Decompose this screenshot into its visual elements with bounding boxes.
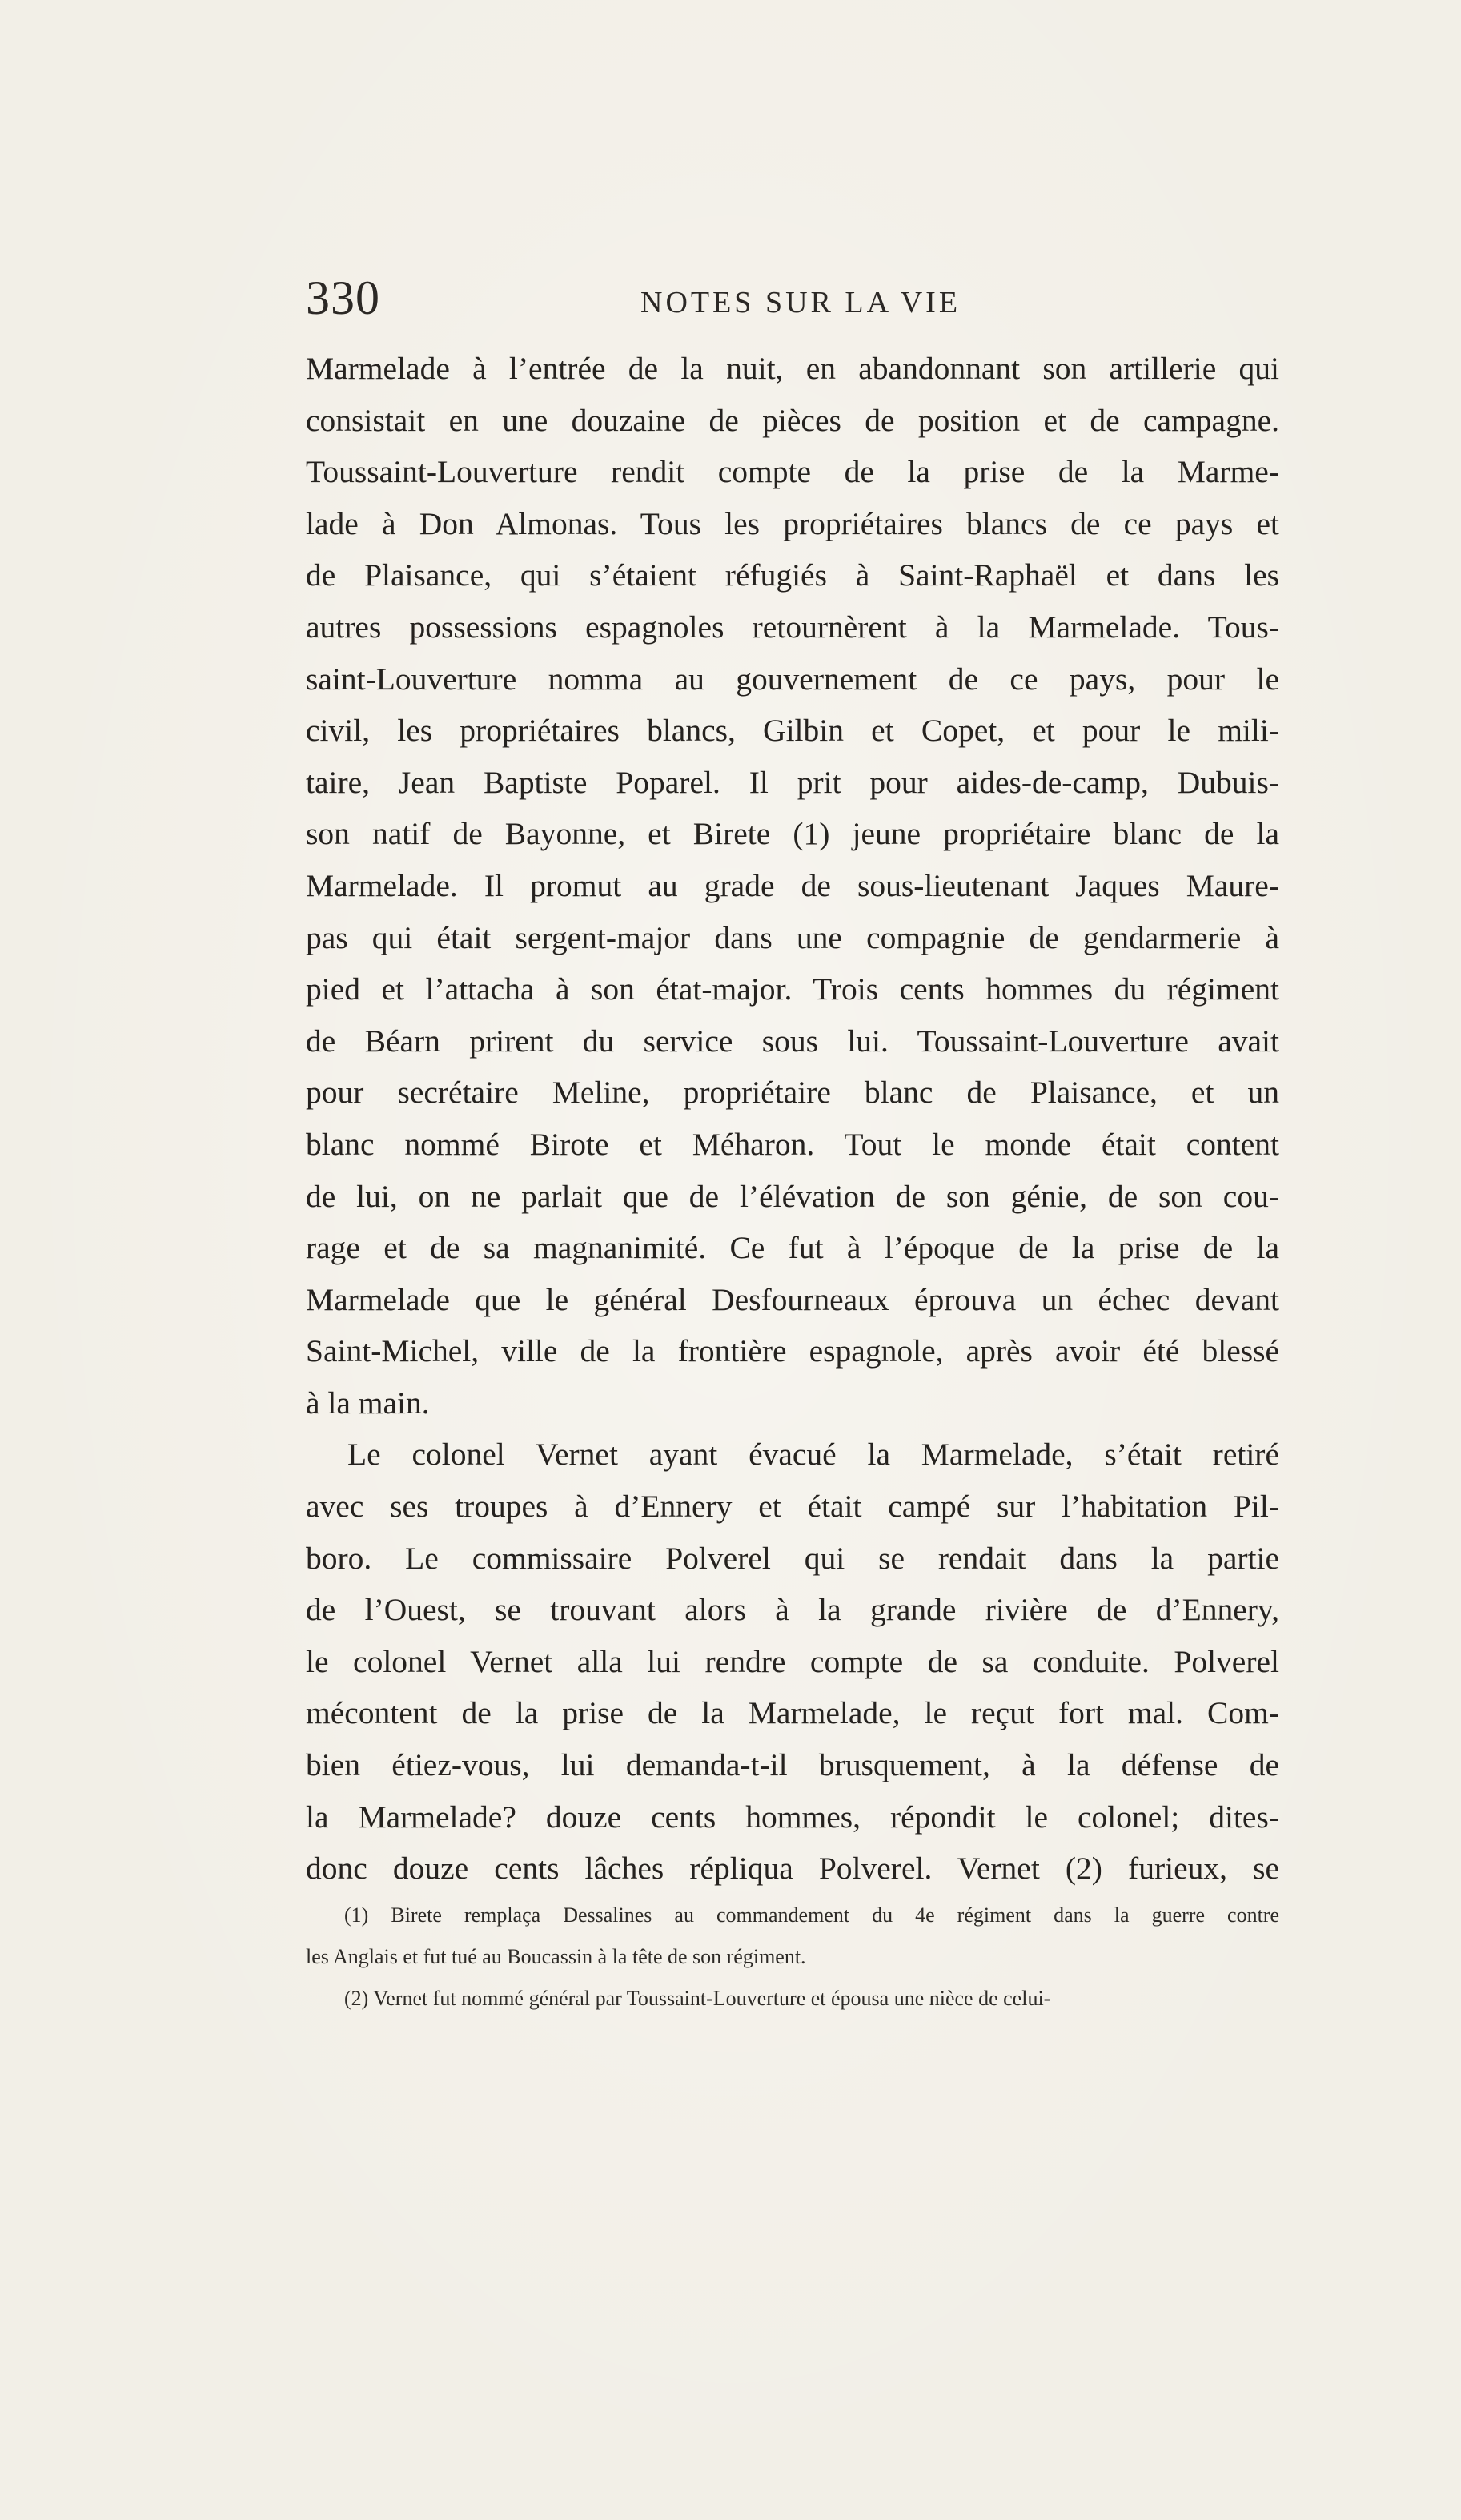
text-line: blanc nommé Birote et Méharon. Tout le monde était content (306, 1126, 1279, 1162)
footnotes (306, 1895, 1279, 2020)
running-title: NOTES SUR LA VIE (640, 286, 961, 320)
text-line: de lui, on ne parlait que de l’élévation de son génie, de son cou- (306, 1178, 1279, 1214)
text-line: rage et de sa magnanimité. Ce fut à l’époque de la prise de la (306, 1230, 1279, 1266)
text-line: lade à Don Almonas. Tous les propriétaires blancs de ce pays et (306, 505, 1279, 541)
text-line: pas qui était sergent-major dans une compagnie de gendarmerie à (306, 919, 1279, 955)
text-line: son natif de Bayonne, et Birete (1) jeune propriétaire blanc de la (306, 816, 1279, 852)
text-line: de Béarn prirent du service sous lui. Toussaint-Louverture avait (306, 1023, 1279, 1059)
text-line: donc douze cents lâches répliqua Polverel. Vernet (2) furieux, se (306, 1851, 1279, 1887)
text-line: bien étiez-vous, lui demanda-t-il brusquement, à la défense de (306, 1747, 1279, 1783)
text-line: civil, les propriétaires blancs, Gilbin et Copet, et pour le mili- (306, 713, 1279, 749)
text-line: le colonel Vernet alla lui rendre compte de sa conduite. Polverel (306, 1643, 1279, 1679)
text-line: taire, Jean Baptiste Poparel. Il prit pour aides-de-camp, Dubuis- (306, 764, 1279, 800)
text-line: saint-Louverture nomma au gouvernement de ce pays, pour le (306, 661, 1279, 697)
text-line: de Plaisance, qui s’étaient réfugiés à Saint-Raphaël et dans les (306, 557, 1279, 593)
footnote-1: (1) Birete remplaça Dessalines au commandement du 4e régiment dans la guerre contre (344, 1903, 1279, 1927)
text-line: Toussaint-Louverture rendit compte de la prise de la Marme- (306, 454, 1279, 490)
paragraph-start-line: Le colonel Vernet ayant évacué la Marmelade, s’était retiré (347, 1437, 1279, 1473)
text-line: pour secrétaire Meline, propriétaire blanc de Plaisance, et un (306, 1075, 1279, 1111)
text-line: la Marmelade? douze cents hommes, répondit le colonel; dites- (306, 1799, 1279, 1835)
text-line: autres possessions espagnoles retournèrent à la Marmelade. Tous- (306, 609, 1279, 645)
text-line: Marmelade que le général Desfourneaux éprouva un échec devant (306, 1281, 1279, 1317)
text-line: de l’Ouest, se trouvant alors à la grande rivière de d’Ennery, (306, 1592, 1279, 1628)
page-number: 330 (306, 271, 380, 324)
text-line: Saint-Michel, ville de la frontière espagnole, après avoir été blessé (306, 1333, 1279, 1369)
text-line: Marmelade à l’entrée de la nuit, en abandonnant son artillerie qui (306, 351, 1279, 386)
text-line: pied et l’attacha à son état-major. Trois cents hommes du régiment (306, 971, 1279, 1007)
text-line: consistait en une douzaine de pièces de position et de campagne. (306, 402, 1279, 438)
text-line: avec ses troupes à d’Ennery et était campé sur l’habitation Pil- (306, 1489, 1279, 1525)
running-head (306, 271, 1282, 335)
text-line: à la main. (306, 1385, 430, 1421)
text-line: boro. Le commissaire Polverel qui se rendait dans la partie (306, 1540, 1279, 1576)
footnote-2: (2) Vernet fut nommé général par Toussaint-Louverture et épousa une nièce de celui- (344, 1987, 1051, 2010)
text-line: mécontent de la prise de la Marmelade, le reçut fort mal. Com- (306, 1695, 1279, 1731)
body-text (306, 343, 1279, 1895)
text-line: Marmelade. Il promut au grade de sous-lieutenant Jaques Maure- (306, 867, 1279, 903)
footnote-1-continued: les Anglais et fut tué au Boucassin à la tête de son régiment. (306, 1945, 806, 1968)
